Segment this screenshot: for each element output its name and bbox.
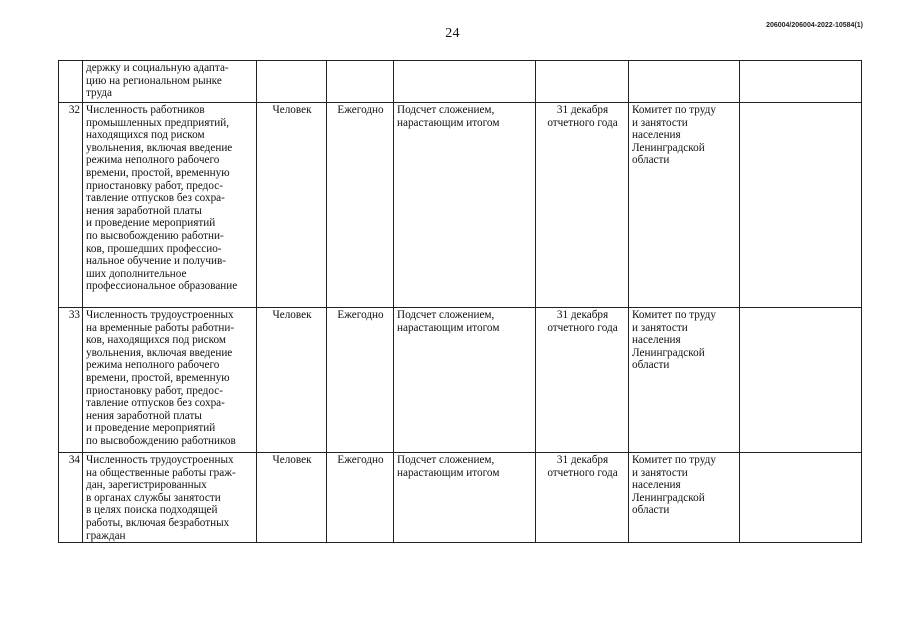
description-cell: держку и социальную адапта- цию на региональном рынке труда xyxy=(83,61,257,103)
date-cell: 31 декабря отчетного года xyxy=(536,103,629,308)
unit-cell: Человек xyxy=(257,103,327,308)
indicator-description: Численность трудоустроенных на временные работы работни- ков, находящихся под риском увольнения, включая введение режима неполного рабочего времени, простой, временную приостановку работ, предос- тавление отпусков без сохра- нения заработной платы и проведение мероприятий по высвобождению работников xyxy=(83,308,257,453)
frequency-cell: Ежегодно xyxy=(327,308,394,453)
indicator-description: Численность работников промышленных предприятий, находящихся под риском увольнения, включая введение режима неполного рабочего времени, простой, временную приостановку работ, предос- тавление отпусков без сохра- нения заработной платы и проведение мероприятий по высвобождению работни- ков, прошедших профессио- нальное обучение и получив- ших дополнительное профессиональное образование xyxy=(83,103,257,308)
unit-cell xyxy=(257,61,327,103)
method-cell: Подсчет сложением, нарастающим итогом xyxy=(394,308,536,453)
row-number: 32 xyxy=(59,103,83,308)
unit-cell: Человек xyxy=(257,308,327,453)
table-row-continued xyxy=(59,61,862,103)
date-cell: 31 декабря отчетного года xyxy=(536,308,629,453)
table-row xyxy=(59,453,862,543)
num-cell xyxy=(59,61,83,103)
extra-cell xyxy=(740,61,862,103)
table-row xyxy=(59,103,862,308)
responsible-cell xyxy=(629,61,740,103)
frequency-cell: Ежегодно xyxy=(327,103,394,308)
method-cell: Подсчет сложением, нарастающим итогом xyxy=(394,453,536,543)
unit-cell: Человек xyxy=(257,453,327,543)
method-cell: Подсчет сложением, нарастающим итогом xyxy=(394,103,536,308)
row-number: 34 xyxy=(59,453,83,543)
page-number: 24 xyxy=(445,26,460,41)
method-cell xyxy=(394,61,536,103)
responsible-cell: Комитет по труду и занятости населения Ленинградской области xyxy=(629,308,740,453)
indicator-description: Численность трудоустроенных на общественные работы граж- дан, зарегистрированных в органах службы занятости в целях поиска подходящей работы, включая безработных граждан xyxy=(83,453,257,543)
responsible-cell: Комитет по труду и занятости населения Ленинградской области xyxy=(629,103,740,308)
extra-cell xyxy=(740,453,862,543)
indicator-table xyxy=(58,60,862,543)
date-cell xyxy=(536,61,629,103)
table-row xyxy=(59,308,862,453)
document-id: 206004/206004-2022-10584(1) xyxy=(766,22,863,29)
extra-cell xyxy=(740,308,862,453)
extra-cell xyxy=(740,103,862,308)
date-cell: 31 декабря отчетного года xyxy=(536,453,629,543)
frequency-cell: Ежегодно xyxy=(327,453,394,543)
row-number: 33 xyxy=(59,308,83,453)
frequency-cell xyxy=(327,61,394,103)
responsible-cell: Комитет по труду и занятости населения Ленинградской области xyxy=(629,453,740,543)
